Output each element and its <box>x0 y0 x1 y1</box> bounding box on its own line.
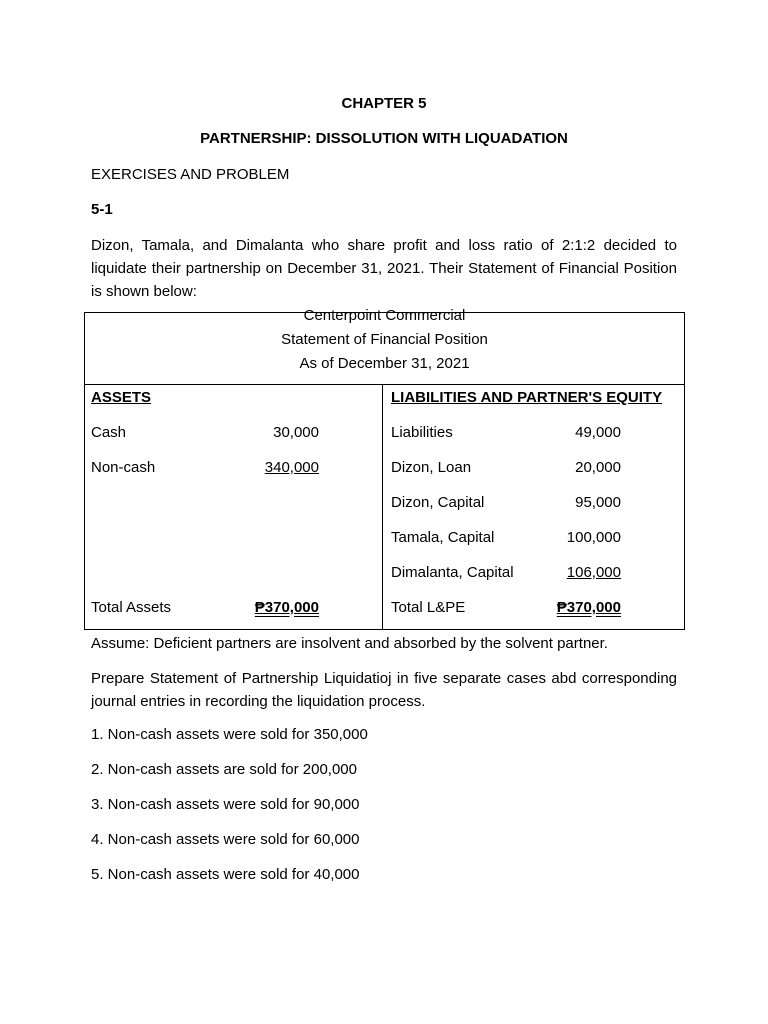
liability-label: Tamala, Capital <box>391 529 495 546</box>
statement-header <box>85 307 684 385</box>
asset-label: Cash <box>91 424 127 441</box>
total-lpe-value: ₱370,000 <box>556 599 621 616</box>
asset-value: 30,000 <box>273 424 319 441</box>
section-heading: EXERCISES AND PROBLEM <box>91 166 290 183</box>
liability-value: 100,000 <box>566 529 621 546</box>
liabilities-header: LIABILITIES AND PARTNER'S EQUITY <box>391 389 663 406</box>
case-item: 3. Non-cash assets were sold for 90,000 <box>91 796 360 813</box>
liability-value: 49,000 <box>575 424 621 441</box>
liability-value: 106,000 <box>566 564 621 581</box>
assets-header: ASSETS <box>91 389 152 406</box>
company-name: Centerpoint Commercial <box>303 307 466 324</box>
assumption-text: Assume: Deficient partners are insolvent and absorbed by the solvent partner. <box>91 635 608 652</box>
chapter-title: PARTNERSHIP: DISSOLUTION WITH LIQUADATION <box>200 130 568 147</box>
statement-of-financial-position <box>84 307 685 630</box>
case-item: 4. Non-cash assets were sold for 60,000 <box>91 831 360 848</box>
case-item: 5. Non-cash assets were sold for 40,000 <box>91 866 360 883</box>
total-assets-label: Total Assets <box>91 599 172 616</box>
case-item: 1. Non-cash assets were sold for 350,000 <box>91 726 368 743</box>
liability-label: Dizon, Capital <box>391 494 485 511</box>
statement-date: As of December 31, 2021 <box>299 355 470 372</box>
liability-value: 20,000 <box>575 459 621 476</box>
asset-value: 340,000 <box>264 459 319 476</box>
case-item: 2. Non-cash assets are sold for 200,000 <box>91 761 357 778</box>
total-assets-value: ₱370,000 <box>254 599 319 616</box>
exercise-number: 5-1 <box>91 201 113 218</box>
instruction-paragraph: Prepare Statement of Partnership Liquidatioj in five separate cases abd corresponding journal entries in recording the liquidation process. <box>91 670 677 710</box>
chapter-heading: CHAPTER 5 <box>341 95 427 112</box>
asset-label: Non-cash <box>91 459 156 476</box>
statement-name: Statement of Financial Position <box>281 331 488 348</box>
liability-label: Liabilities <box>391 424 453 441</box>
column-divider <box>382 385 383 630</box>
intro-paragraph: Dizon, Tamala, and Dimalanta who share profit and loss ratio of 2:1:2 decided to liquidate their partnership on December 31, 2021. Their Statement of Financial Position is shown below: <box>91 237 677 300</box>
liability-value: 95,000 <box>575 494 621 511</box>
liability-label: Dimalanta, Capital <box>391 564 514 581</box>
liability-label: Dizon, Loan <box>391 459 472 476</box>
total-lpe-label: Total L&PE <box>391 599 466 616</box>
